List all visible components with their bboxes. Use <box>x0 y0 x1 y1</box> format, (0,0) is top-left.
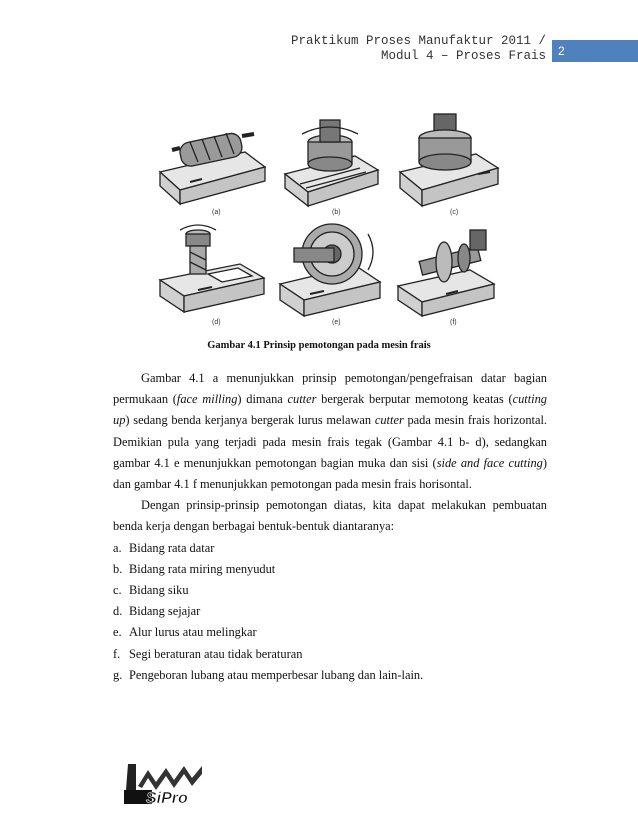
list-item <box>113 665 547 686</box>
list-marker: d. <box>113 604 123 619</box>
header-line-1: Praktikum Proses Manufaktur 2011 / <box>290 34 546 48</box>
illustration-d <box>160 225 264 312</box>
list-text: Bidang siku <box>129 583 189 598</box>
list-item <box>113 644 547 665</box>
p1-text-6: ) dan gambar 4.1 f menunjukkan pemotongan pada mesin frais horisontal. <box>113 455 548 492</box>
list-marker: g. <box>113 667 123 682</box>
p1-italic-3: cutting up <box>113 392 548 428</box>
page-number-tab <box>552 40 638 62</box>
list-marker: c. <box>113 583 122 598</box>
milling-figure <box>150 112 510 332</box>
paragraph-2: Dengan prinsip-prinsip pemotongan diatas, kita dapat melakukan pembuatan benda kerja dengan berbagai bentuk-bentuk diantaranya: <box>113 498 547 534</box>
illustration-a <box>160 132 265 204</box>
p1-text-1: Gambar 4.1 a menunjukkan prinsip pemotongan/pengefraisan datar bagian permukaan ( <box>113 371 547 407</box>
sublabel-c: (c) <box>450 209 459 216</box>
p1-italic-1: face milling <box>176 392 238 407</box>
list-item <box>113 580 547 601</box>
sublabel-a: (a) <box>212 209 221 216</box>
list-text: Bidang rata datar <box>129 540 215 555</box>
paragraph-1 <box>113 368 547 495</box>
illustration-e <box>280 224 380 316</box>
list-item <box>113 601 547 622</box>
list-marker: a. <box>113 540 122 555</box>
list-marker: f. <box>113 646 121 661</box>
illustration-c <box>400 114 498 206</box>
list-item <box>113 559 547 580</box>
page-number: 2 <box>558 44 565 58</box>
illustration-b <box>285 120 378 206</box>
list-text: Bidang sejajar <box>129 604 201 619</box>
sublabel-d: (d) <box>212 319 221 326</box>
list-marker: e. <box>113 625 122 640</box>
list-text: Alur lurus atau melingkar <box>129 625 257 640</box>
p1-text-4: ) sedang benda kerjanya bergerak lurus melawan <box>125 413 375 428</box>
list-item <box>113 538 547 559</box>
list-text: Segi beraturan atau tidak beraturan <box>129 646 303 661</box>
list-text: Bidang rata miring menyudut <box>129 561 276 576</box>
p1-text-2: ) dimana <box>237 392 288 407</box>
sublabel-e: (e) <box>332 319 341 326</box>
header-line-2: Modul 4 – Proses Frais <box>380 49 546 63</box>
list-text: Pengeboran lubang atau memperbesar lubang dan lain-lain. <box>129 667 424 682</box>
sublabel-f: (f) <box>450 319 457 326</box>
sipro-logo <box>122 760 218 808</box>
p1-italic-2: cutter <box>287 392 317 407</box>
p1-italic-4: cutter <box>374 413 404 428</box>
running-header <box>291 34 546 64</box>
body-text <box>113 368 547 686</box>
p1-text-5: pada mesin frais horizontal. Demikian pula yang terjadi pada mesin frais tegak (Gambar 4.1 b- d), sedangkan gambar 4.1 e menunjukkan pemotongan bagian muka dan sisi ( <box>113 413 547 470</box>
figure-caption: Gambar 4.1 Prinsip pemotongan pada mesin frais <box>207 340 431 351</box>
illustration-f <box>398 230 494 316</box>
sublabel-b: (b) <box>332 209 341 216</box>
list-marker: b. <box>113 561 123 576</box>
p1-italic-5: side and face cutting <box>436 455 543 470</box>
shape-list <box>113 538 547 686</box>
list-item <box>113 622 547 643</box>
p1-text-3: bergerak berputar memotong keatas ( <box>316 392 513 407</box>
logo-text: SiPro <box>146 790 188 807</box>
